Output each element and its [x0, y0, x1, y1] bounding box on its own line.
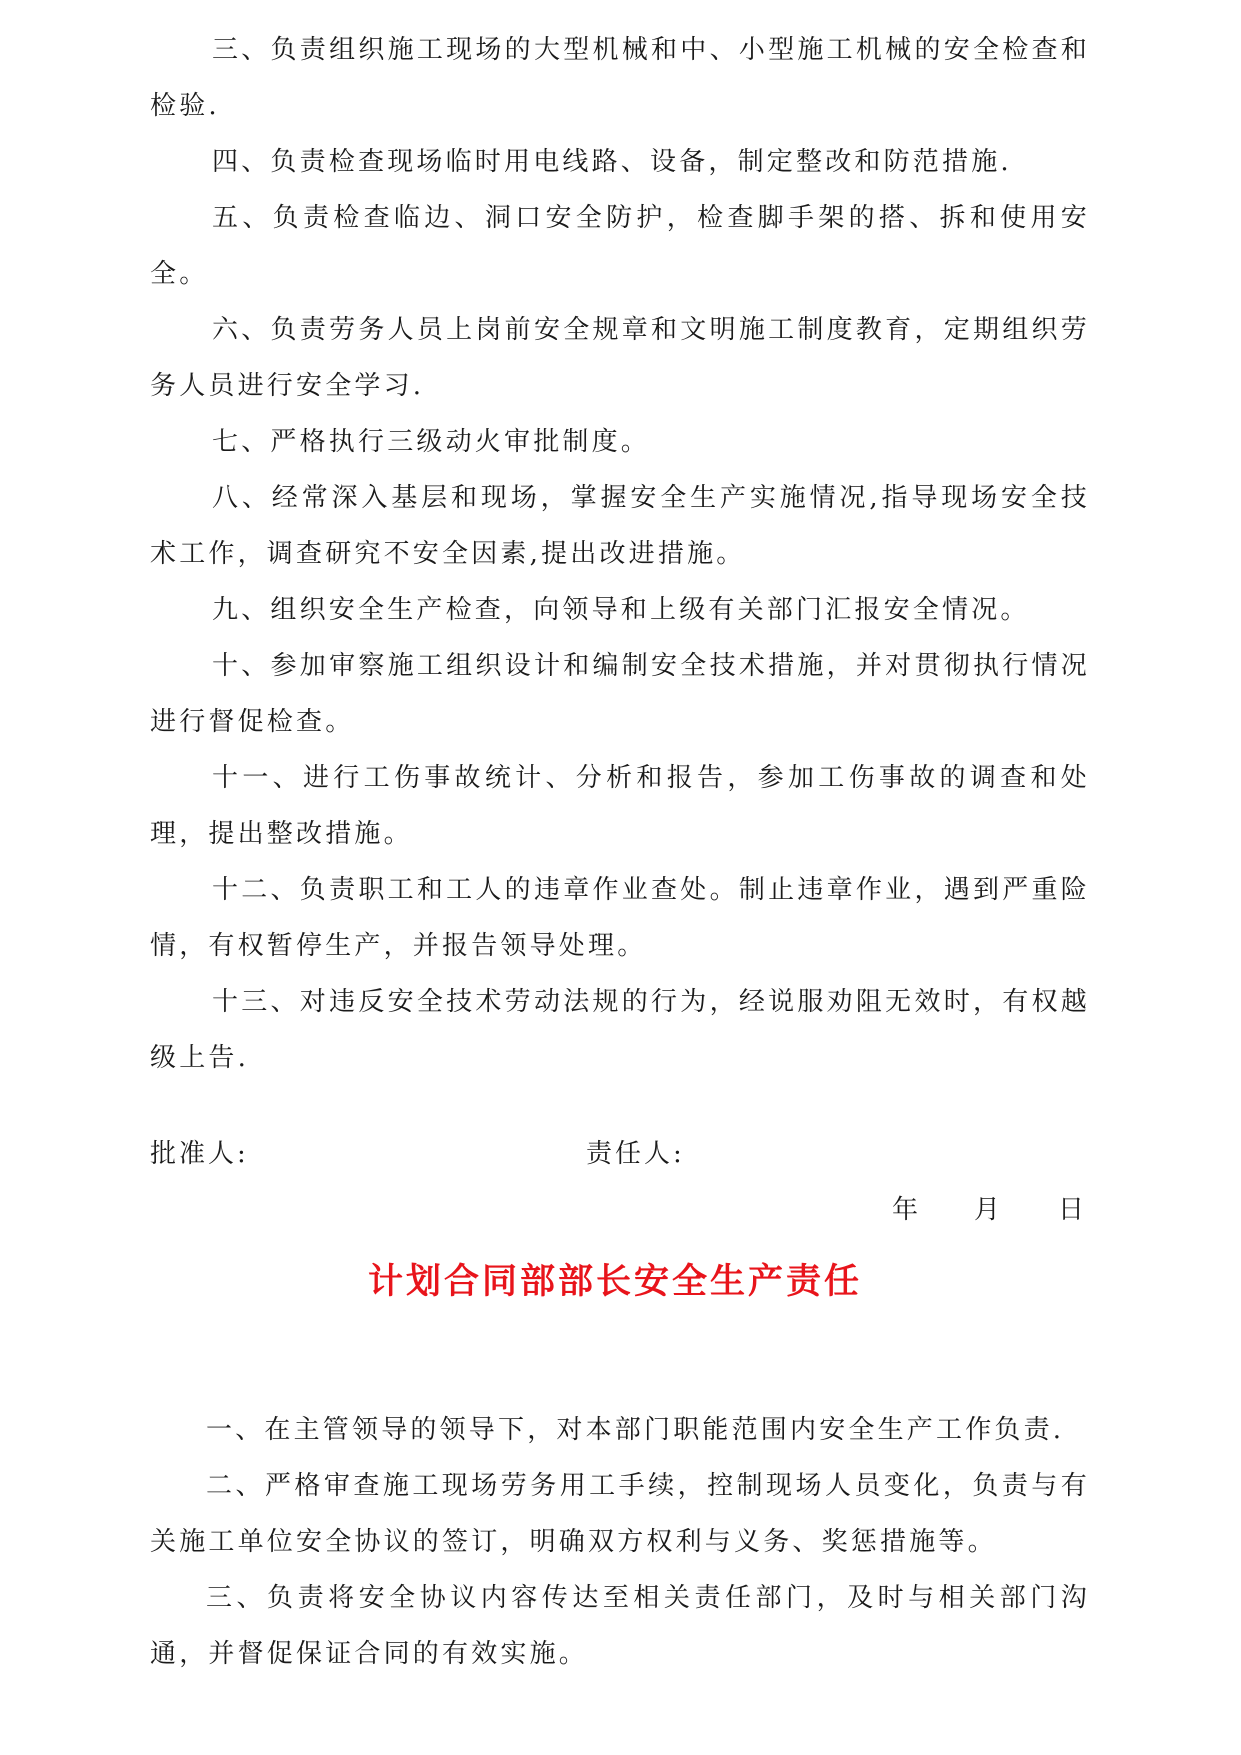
paragraph-item: 五、负责检查临边、洞口安全防护，检查脚手架的搭、拆和使用安全。 [150, 203, 1090, 289]
responsibility-list-top [150, 22, 1090, 1086]
paragraph-item: 十二、负责职工和工人的违章作业查处。制止违章作业，遇到严重险情，有权暂停生产，并报告领导处理。 [150, 875, 1090, 961]
paragraph-item: 六、负责劳务人员上岗前安全规章和文明施工制度教育，定期组织劳务人员进行安全学习. [150, 315, 1090, 401]
paragraph-item: 九、组织安全生产检查，向领导和上级有关部门汇报安全情况。 [212, 595, 1030, 625]
paragraph-item: 十一、进行工伤事故统计、分析和报告，参加工伤事故的调查和处理，提出整改措施。 [150, 763, 1090, 849]
paragraph-item: 二、严格审查施工现场劳务用工手续，控制现场人员变化，负责与有关施工单位安全协议的签订，明确双方权利与义务、奖惩措施等。 [150, 1471, 1090, 1557]
date-year-label: 年 [892, 1195, 919, 1225]
date-day-label: 日 [1058, 1195, 1085, 1225]
date-month-label: 月 [974, 1195, 1001, 1225]
signature-row [150, 1126, 1090, 1182]
date-row [150, 1182, 1090, 1238]
paragraph-item: 三、负责将安全协议内容传达至相关责任部门，及时与相关部门沟通，并督促保证合同的有效实施。 [150, 1583, 1090, 1669]
paragraph-item: 四、负责检查现场临时用电线路、设备，制定整改和防范措施. [212, 147, 1012, 177]
paragraph-item: 十、参加审察施工组织设计和编制安全技术措施，并对贯彻执行情况进行督促检查。 [150, 651, 1090, 737]
responsible-person-label: 责任人: [586, 1139, 685, 1169]
paragraph-item: 十三、对违反安全技术劳动法规的行为，经说服劝阻无效时，有权越级上告. [150, 987, 1090, 1073]
responsibility-list-section2 [150, 1402, 1090, 1682]
approver-label: 批准人: [150, 1139, 249, 1169]
paragraph-item: 八、经常深入基层和现场，掌握安全生产实施情况,指导现场安全技术工作，调查研究不安全因素,提出改进措施。 [150, 483, 1090, 569]
section-title: 计划合同部部长安全生产责任 [367, 1261, 862, 1302]
paragraph-item: 七、严格执行三级动火审批制度。 [212, 427, 651, 457]
paragraph-item: 三、负责组织施工现场的大型机械和中、小型施工机械的安全检查和检验. [150, 35, 1090, 121]
document-page [150, 22, 1090, 1682]
paragraph-item: 一、在主管领导的领导下，对本部门职能范围内安全生产工作负责. [206, 1415, 1065, 1445]
